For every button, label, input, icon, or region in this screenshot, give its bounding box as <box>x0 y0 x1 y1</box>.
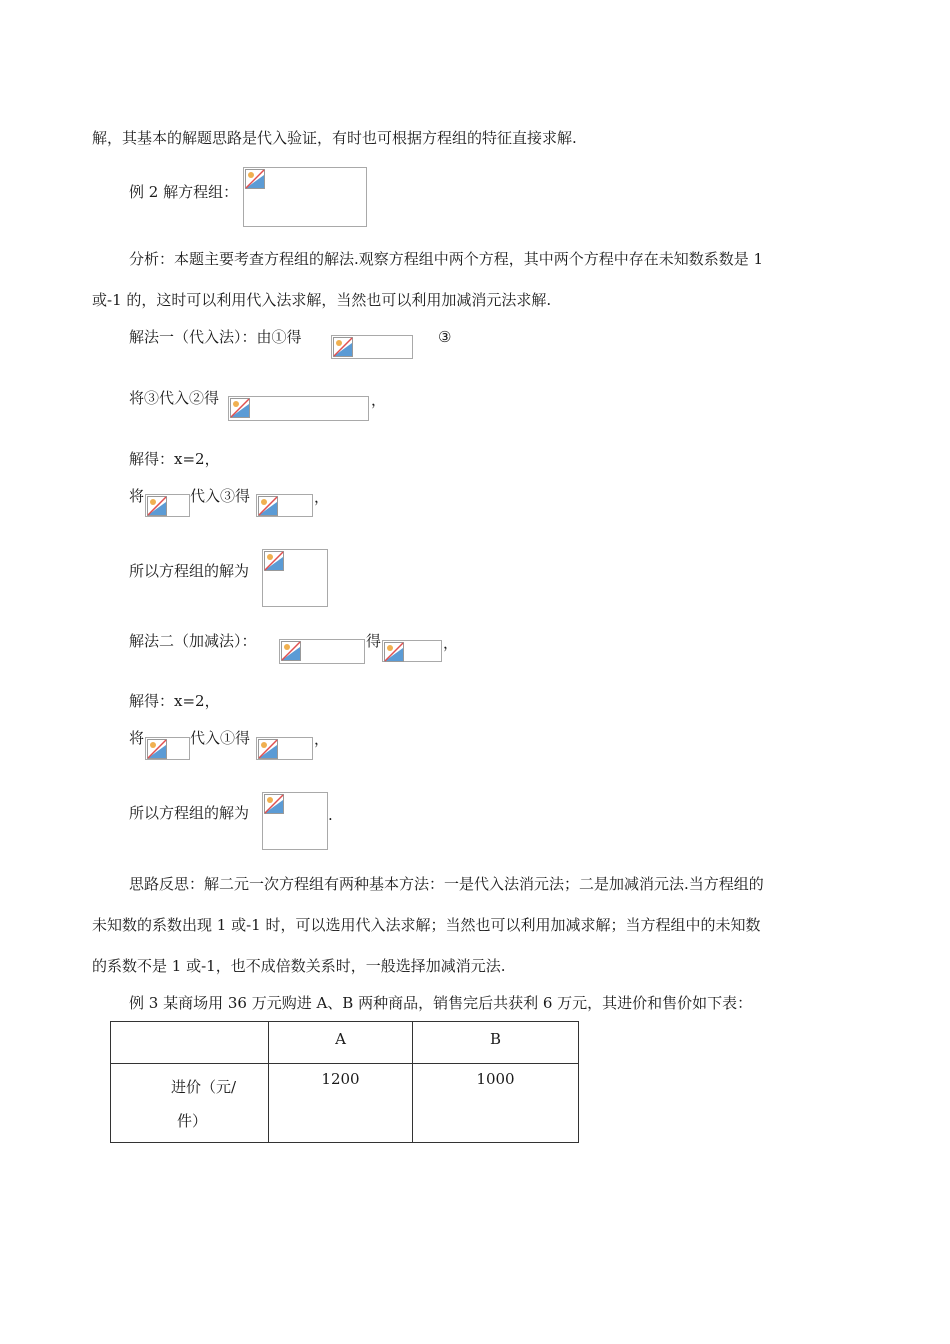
row-label-cell <box>111 1064 269 1143</box>
row-label-line-2: 件） <box>177 1112 208 1130</box>
substitute-into-1: 代入①得 <box>190 729 251 747</box>
broken-image-icon <box>264 794 284 814</box>
analysis-line-2: 或-1 的，这时可以利用代入法求解，当然也可以利用加减消元法求解. <box>92 291 552 309</box>
equation-image <box>279 639 365 664</box>
substitute-into-3: 代入③得 <box>190 487 251 505</box>
equation-image <box>331 335 413 359</box>
broken-image-icon <box>245 169 265 189</box>
table-header-b <box>413 1022 579 1064</box>
solution-label-1: 所以方程组的解为 <box>129 562 250 580</box>
intro-paragraph: 解，其基本的解题思路是代入验证，有时也可根据方程组的特征直接求解. <box>92 129 577 147</box>
comma: ， <box>371 391 387 409</box>
solve-x-line-2: 解得：x=2， <box>129 692 220 710</box>
equation-image <box>145 737 190 760</box>
equation-number-3: ③ <box>438 328 452 346</box>
equation-system-image <box>243 167 367 227</box>
broken-image-icon <box>230 398 250 418</box>
broken-image-icon <box>264 551 284 571</box>
solution-image <box>262 792 328 850</box>
substitute-3-into-2: 将③代入②得 <box>129 389 220 407</box>
price-table <box>110 1021 579 1143</box>
broken-image-icon <box>281 641 301 661</box>
example-3-text: 例 3 某商场用 36 万元购进 A、B 两种商品，销售完后共获利 6 万元，其进价和售价如下表： <box>129 994 753 1012</box>
equation-image <box>256 737 313 760</box>
broken-image-icon <box>147 739 167 759</box>
table-header-a <box>269 1022 413 1064</box>
broken-image-icon <box>333 337 353 357</box>
solve-x-line-1: 解得：x=2， <box>129 450 220 468</box>
broken-image-icon <box>147 496 167 516</box>
solution-image <box>262 549 328 607</box>
table-header-empty <box>111 1022 269 1064</box>
comma: ， <box>443 634 459 652</box>
header-b-label: B <box>489 1030 502 1048</box>
table-row <box>111 1064 579 1143</box>
solution-label-2: 所以方程组的解为 <box>129 804 250 822</box>
broken-image-icon <box>258 739 278 759</box>
method-1-label: 解法一（代入法）：由①得 <box>129 328 302 346</box>
row-value-a: 1200 <box>269 1064 413 1143</box>
equation-image <box>145 494 190 517</box>
table-header-row <box>111 1022 579 1064</box>
header-a-label: A <box>335 1030 346 1048</box>
comma: ， <box>314 730 330 748</box>
de-label: 得 <box>366 632 382 650</box>
equation-image <box>256 494 313 517</box>
row-label-line-1: 进价（元/ <box>171 1078 237 1096</box>
broken-image-icon <box>258 496 278 516</box>
jiang-1: 将 <box>129 487 145 505</box>
row-value-b: 1000 <box>413 1064 579 1143</box>
example-2-label: 例 2 解方程组： <box>129 183 239 201</box>
equation-image <box>228 396 369 421</box>
reflection-line-3: 的系数不是 1 或-1，也不成倍数关系时，一般选择加减消元法. <box>92 957 506 975</box>
reflection-line-2: 未知数的系数出现 1 或-1 时，可以选用代入法求解；当然也可以利用加减求解；当方程组中的未知数 <box>92 916 761 934</box>
comma: ， <box>314 488 330 506</box>
equation-image <box>382 640 442 662</box>
reflection-line-1: 思路反思：解二元一次方程组有两种基本方法：一是代入法消元法；二是加减消元法.当方程组的 <box>129 875 764 893</box>
jiang-2: 将 <box>129 729 145 747</box>
period: . <box>328 806 333 824</box>
broken-image-icon <box>384 642 404 662</box>
analysis-line-1: 分析：本题主要考查方程组的解法.观察方程组中两个方程，其中两个方程中存在未知数系数是 1 <box>129 250 764 268</box>
method-2-label: 解法二（加减法）： <box>129 632 257 650</box>
